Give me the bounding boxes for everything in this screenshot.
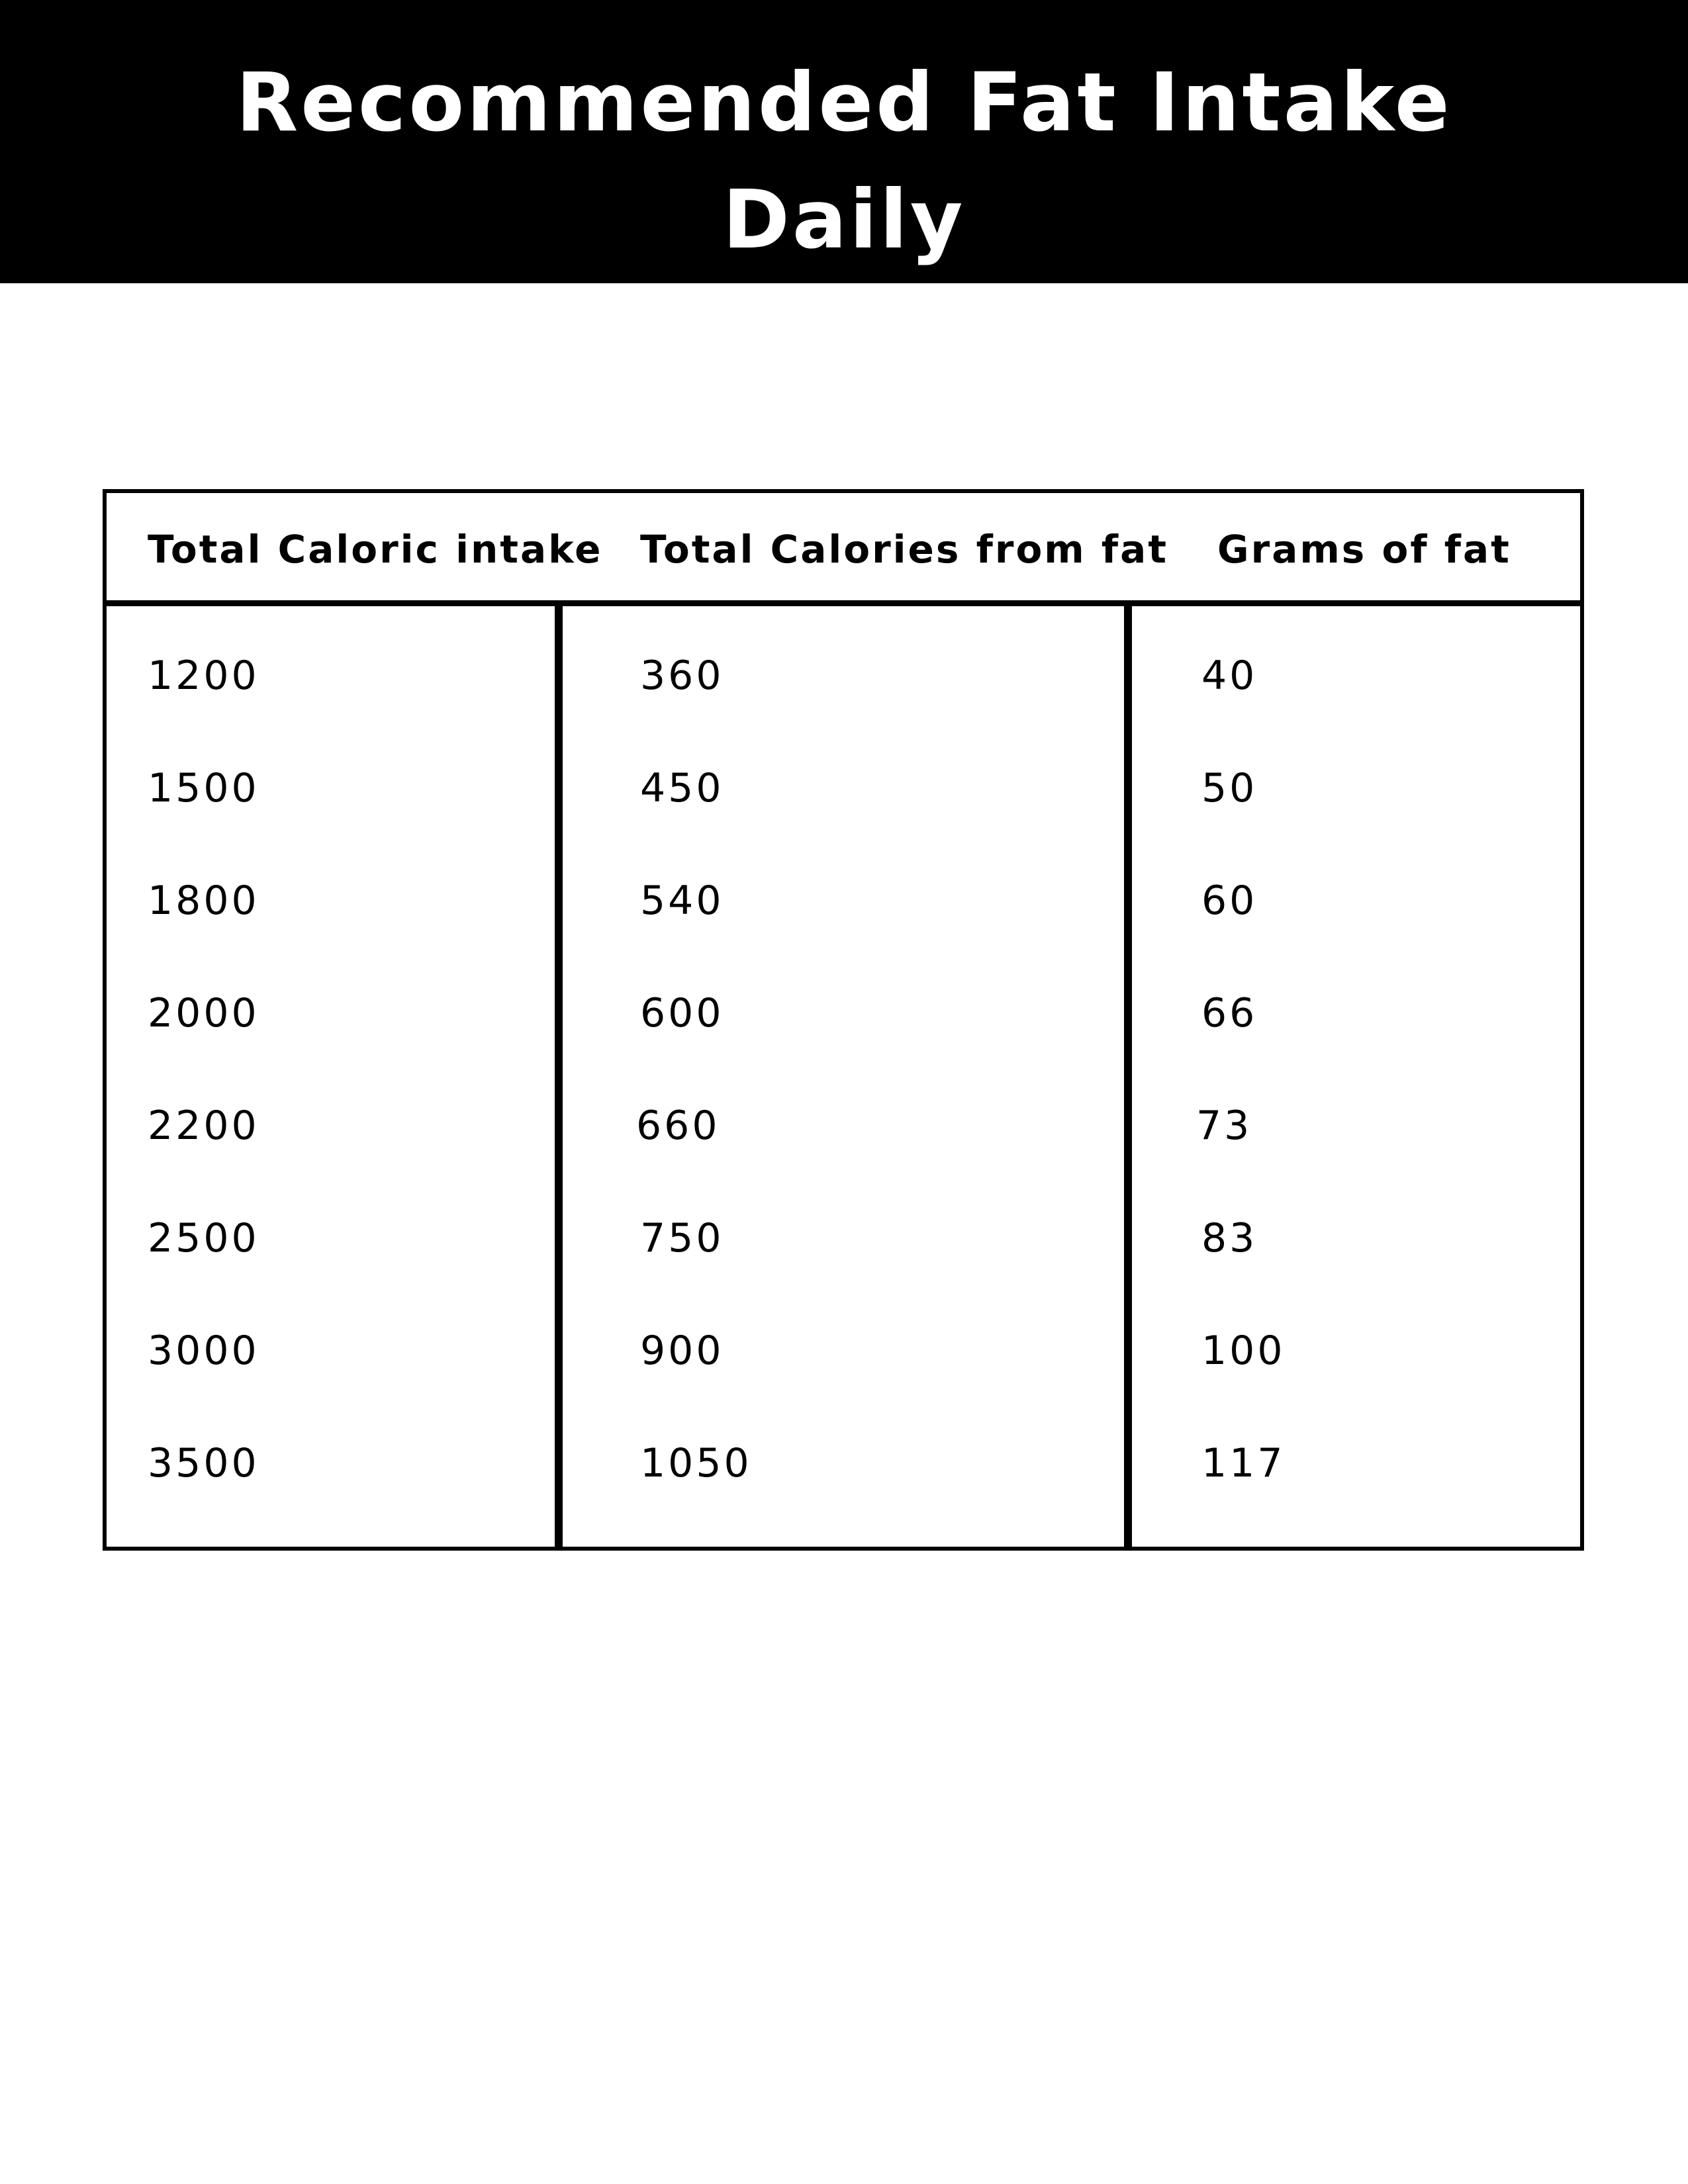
cell-grams-of-fat: 66 — [1201, 990, 1258, 1036]
cell-grams-of-fat: 100 — [1201, 1328, 1286, 1374]
cell-total-calories-from-fat: 540 — [640, 878, 724, 924]
table-row — [107, 1437, 1580, 1490]
cell-total-caloric-intake: 1800 — [148, 878, 259, 924]
title-banner — [0, 0, 1688, 283]
column-divider-2 — [1124, 606, 1132, 1547]
table-row — [107, 1099, 1580, 1152]
cell-total-caloric-intake: 3000 — [148, 1328, 259, 1374]
cell-grams-of-fat: 50 — [1201, 765, 1258, 811]
cell-total-calories-from-fat: 1050 — [640, 1440, 752, 1486]
cell-total-caloric-intake: 2200 — [148, 1103, 259, 1149]
cell-grams-of-fat: 117 — [1201, 1440, 1286, 1486]
page-title-line-2: Daily — [722, 173, 966, 267]
cell-total-calories-from-fat: 360 — [640, 653, 724, 699]
cell-grams-of-fat: 40 — [1201, 653, 1258, 699]
page-title-line-1: Recommended Fat Intake — [236, 56, 1452, 150]
column-header-total-calories-from-fat: Total Calories from fat — [640, 527, 1169, 572]
header-divider — [107, 600, 1580, 606]
column-divider-1 — [555, 606, 563, 1547]
cell-grams-of-fat: 83 — [1201, 1215, 1258, 1261]
cell-total-calories-from-fat: 600 — [640, 990, 724, 1036]
cell-total-caloric-intake: 2500 — [148, 1215, 259, 1261]
table-row — [107, 1212, 1580, 1265]
cell-total-caloric-intake: 1200 — [148, 653, 259, 699]
table-row — [107, 762, 1580, 815]
cell-total-caloric-intake: 1500 — [148, 765, 259, 811]
cell-grams-of-fat: 73 — [1196, 1103, 1252, 1149]
cell-grams-of-fat: 60 — [1201, 878, 1258, 924]
cell-total-calories-from-fat: 750 — [640, 1215, 724, 1261]
table-row — [107, 1324, 1580, 1377]
table-row — [107, 987, 1580, 1040]
cell-total-calories-from-fat: 450 — [640, 765, 724, 811]
cell-total-calories-from-fat: 900 — [640, 1328, 724, 1374]
column-header-grams-of-fat: Grams of fat — [1217, 527, 1511, 572]
cell-total-calories-from-fat: 660 — [636, 1103, 720, 1149]
cell-total-caloric-intake: 3500 — [148, 1440, 259, 1486]
table-row — [107, 874, 1580, 927]
cell-total-caloric-intake: 2000 — [148, 990, 259, 1036]
column-header-total-caloric-intake: Total Caloric intake — [148, 527, 603, 572]
fat-intake-table — [103, 489, 1584, 1551]
table-row — [107, 649, 1580, 702]
